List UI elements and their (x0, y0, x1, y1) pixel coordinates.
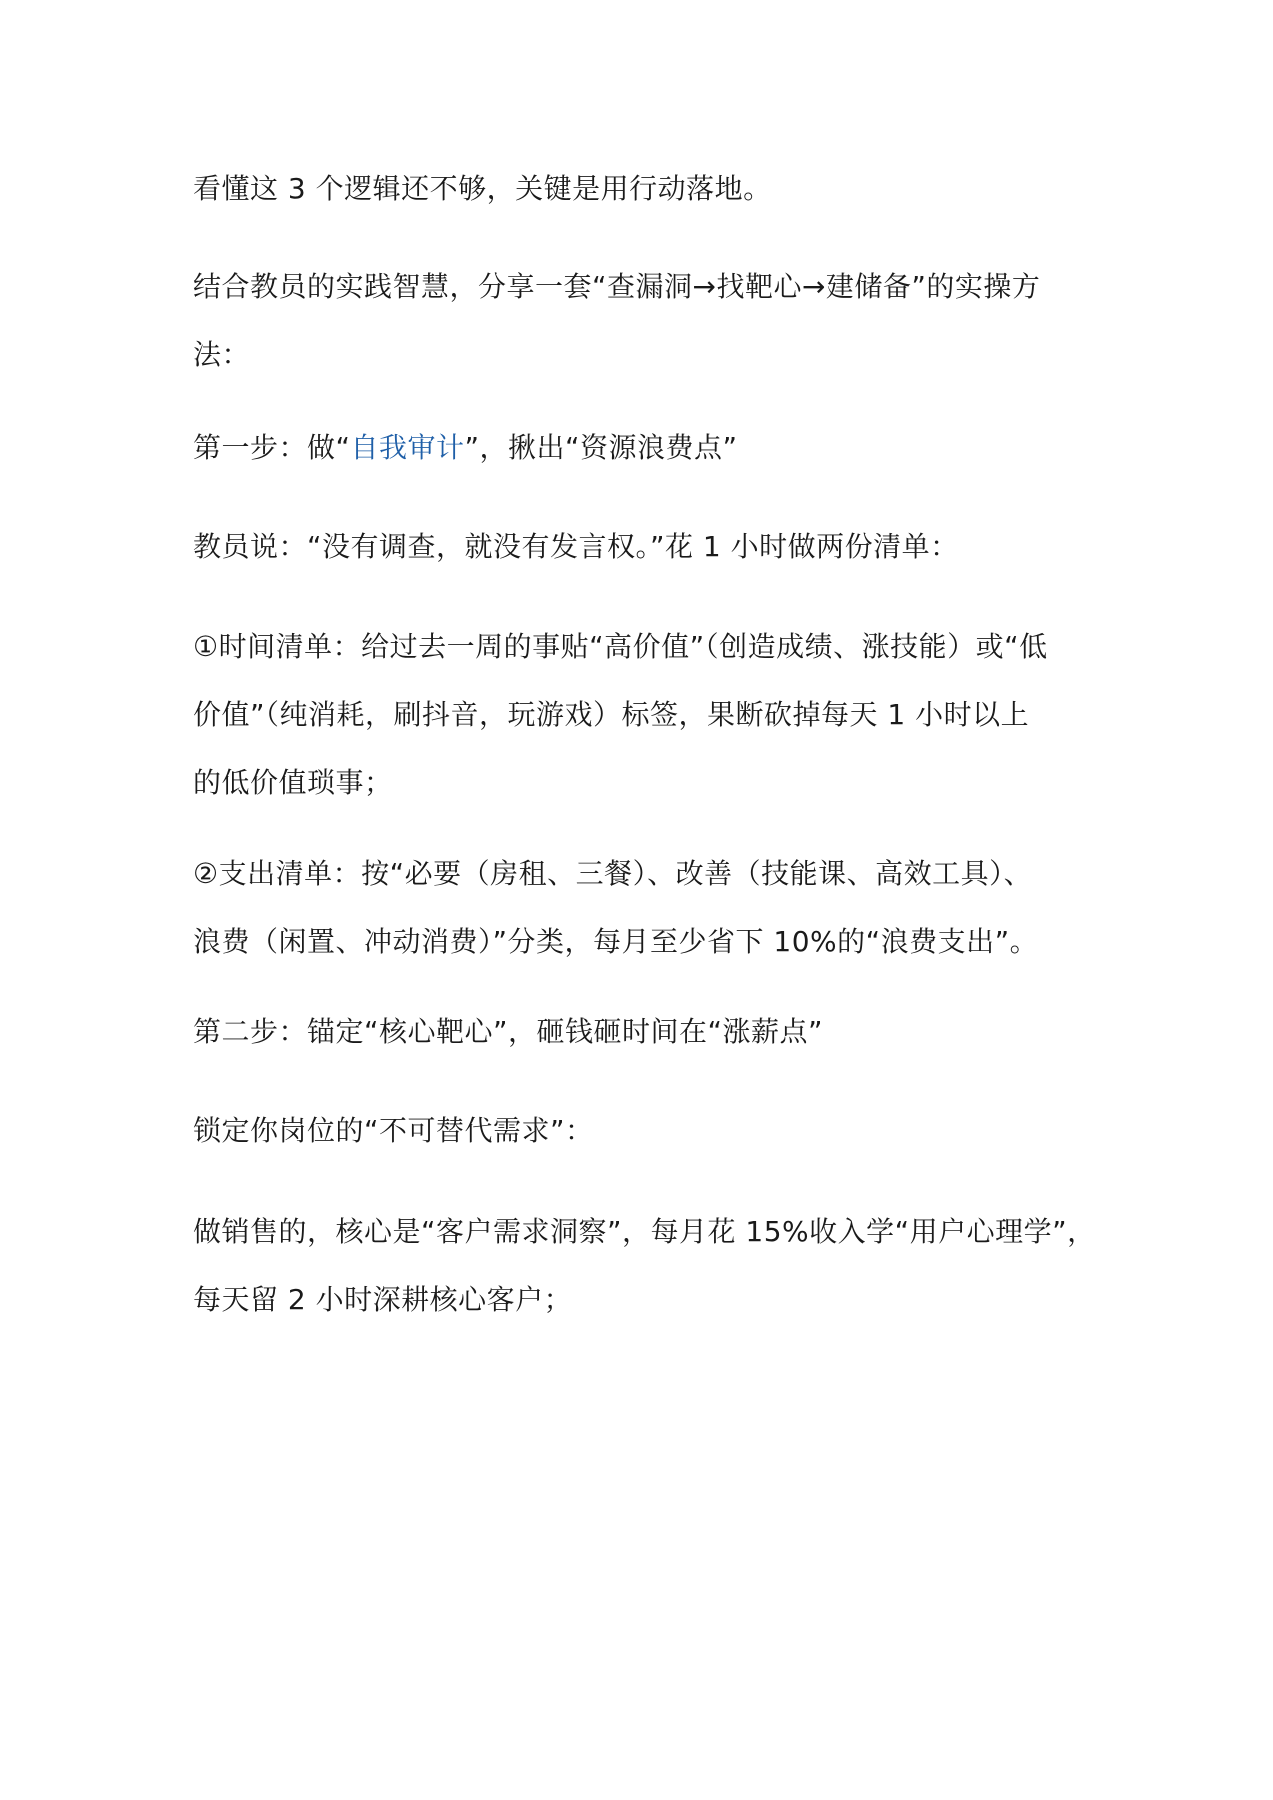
text-line: 做销售的，核心是“客户需求洞察”，每月花 15%收入学“用户心理学”， (193, 1215, 1096, 1248)
text-line: 每天留 2 小时深耕核心客户； (193, 1283, 573, 1316)
paragraph-expense-list (193, 840, 1093, 976)
text-line: 价值”（纯消耗，刷抖音，玩游戏）标签，果断砍掉每天 1 小时以上 (193, 698, 1030, 731)
text-line: 法： (193, 338, 251, 371)
heading-step-two (193, 998, 1093, 1066)
text-line: ①时间清单：给过去一周的事贴“高价值”（创造成绩、涨技能）或“低 (193, 630, 1048, 663)
heading-step-one (193, 414, 1093, 482)
text-line: 浪费（闲置、冲动消费）”分类，每月至少省下 10%的“浪费支出”。 (193, 925, 1039, 958)
text-line: 第二步：锚定“核心靶心”，砸钱砸时间在“涨薪点” (193, 1015, 824, 1048)
paragraph-intro (193, 155, 1093, 223)
heading-text-after: ”，揪出“资源浪费点” (464, 431, 738, 464)
text-line: 的低价值琐事； (193, 766, 393, 799)
paragraph-quote (193, 513, 1093, 581)
text-line: 看懂这 3 个逻辑还不够，关键是用行动落地。 (193, 172, 772, 205)
heading-text-before: 第一步：做“ (193, 431, 351, 464)
text-line: 锁定你岗位的“不可替代需求”： (193, 1114, 594, 1147)
paragraph-sales-example (193, 1198, 1096, 1334)
paragraph-lock-demand (193, 1097, 1093, 1165)
paragraph-method-intro (193, 253, 1093, 389)
self-audit-link[interactable]: 自我审计 (350, 431, 465, 464)
text-line: 教员说：“没有调查，就没有发言权。”花 1 小时做两份清单： (193, 530, 959, 563)
text-line: ②支出清单：按“必要（房租、三餐）、改善（技能课、高效工具）、 (193, 857, 1033, 890)
paragraph-time-list (193, 613, 1093, 817)
text-line: 结合教员的实践智慧，分享一套“查漏洞→找靶心→建储备”的实操方 (193, 270, 1041, 303)
